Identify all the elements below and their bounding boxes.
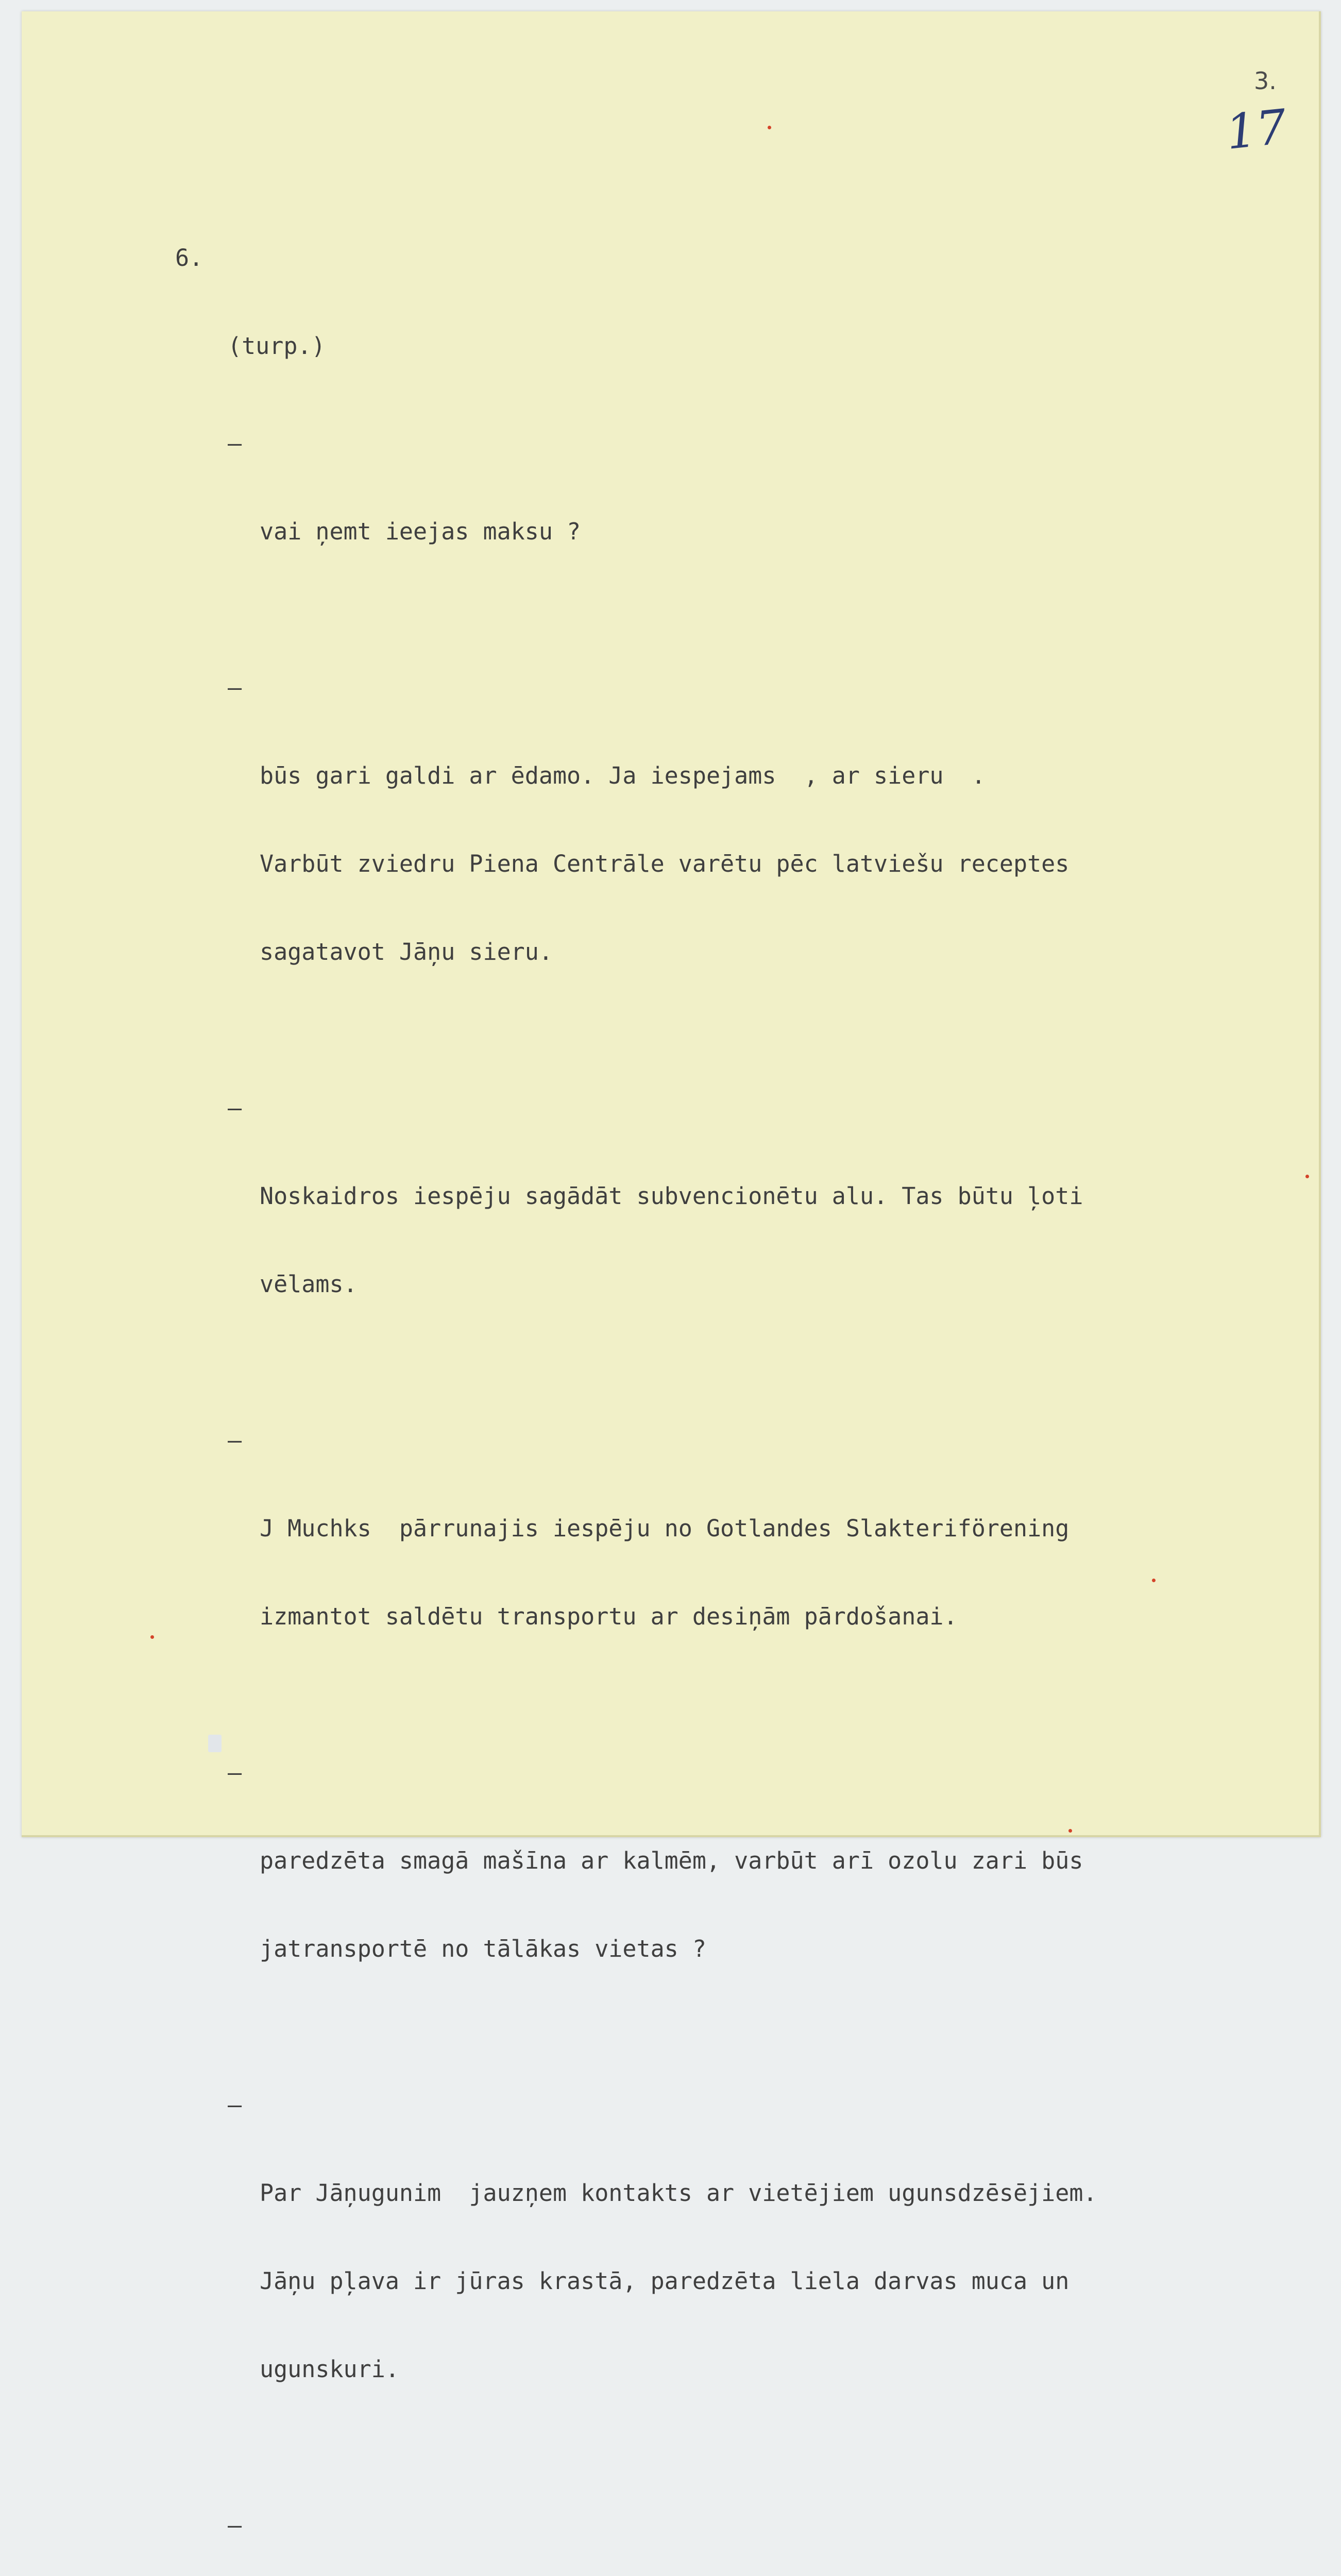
bullet-line: vēlams.: [260, 1270, 358, 1298]
bullet-item: [228, 673, 1288, 1025]
bullet-line: vai ņemt ieejas maksu ?: [260, 518, 581, 545]
bullet-line: Varbūt zviedru Piena Centrāle varētu pēc latviešu receptes: [260, 850, 1070, 877]
document-page: [22, 11, 1321, 2539]
dash-marker: –: [228, 1427, 242, 1454]
page-number: 3.: [1254, 67, 1277, 95]
dash-marker: –: [228, 1094, 242, 1122]
bullet-line: Jāņu pļava ir jūras krastā, paredzēta liela darvas muca un: [260, 2267, 1070, 2295]
dash-marker: –: [228, 2512, 242, 2539]
item-number: 6.: [175, 244, 203, 272]
bullet-item: [228, 429, 1288, 605]
bullet-item: [228, 2511, 1288, 2576]
bullet-line: Par Jāņugunim jauzņem kontakts ar vietējiem ugunsdzēsējiem.: [260, 2179, 1097, 2207]
bullet-line: izmantot saldētu transportu ar desiņām pārdošanai.: [260, 1603, 958, 1630]
bullet-line: sagatavot Jāņu sieru.: [260, 938, 553, 965]
bullet-line: paredzēta smagā mašīna ar kalmēm, varbūt arī ozolu zari būs: [260, 1847, 1083, 1874]
ink-speck: [1152, 1579, 1156, 1582]
bullet-line: ugunskuri.: [260, 2355, 399, 2383]
dash-marker: –: [228, 674, 242, 701]
bullet-item: [228, 1758, 1288, 2022]
dash-marker: –: [228, 1759, 242, 1786]
bullet-item: [228, 1426, 1288, 1690]
dash-marker: –: [228, 2091, 242, 2119]
dash-marker: –: [228, 430, 242, 457]
bullet-item: [228, 2090, 1288, 2443]
bullet-line: būs gari galdi ar ēdamo. Ja iespejams , ar sieru .: [260, 762, 986, 789]
minutes-body: [175, 126, 1288, 2576]
agenda-item-6: [175, 243, 1288, 2576]
bullet-line: J Muchks pārrunajis iespēju no Gotlandes Slakteriförening: [260, 1515, 1070, 1542]
bullet-line: jatransportē no tālākas vietas ?: [260, 1935, 706, 1962]
tape-mark: [208, 1735, 222, 1752]
ink-speck: [768, 126, 771, 129]
item-heading: (turp.): [228, 332, 326, 360]
ink-speck: [150, 1635, 154, 1639]
handwritten-folio-number: 17: [1223, 99, 1289, 160]
ink-speck: [1068, 1829, 1072, 1833]
ink-speck: [1305, 1175, 1309, 1178]
bullet-item: [228, 1093, 1288, 1358]
bullet-line: Noskaidros iespēju sagādāt subvencionētu alu. Tas būtu ļoti: [260, 1182, 1083, 1210]
